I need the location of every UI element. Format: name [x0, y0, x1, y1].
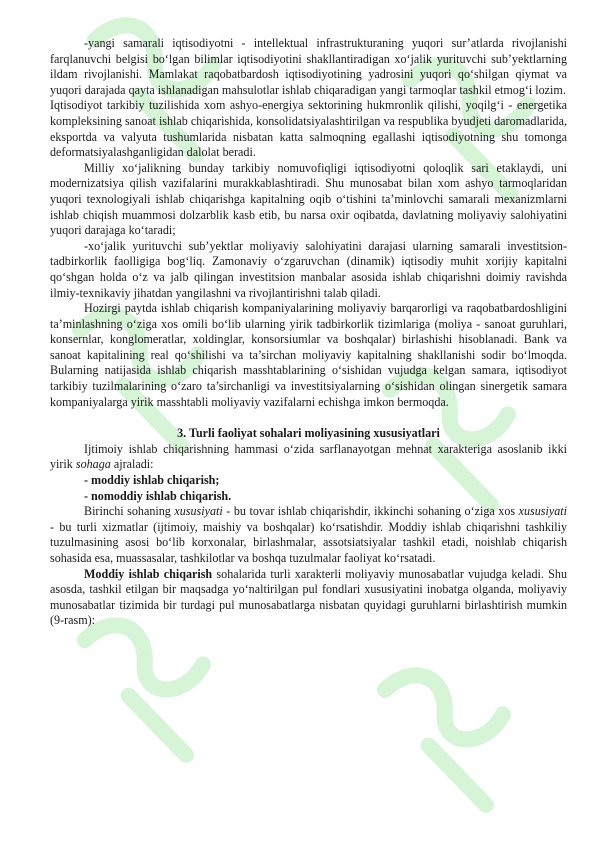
paragraph-text: ajraladi: — [110, 457, 154, 472]
paragraph: Milliy xo‘jalikning bunday tarkibiy nomuvofiqligi iqtisodiyotni qoloqlik sari etaklaydi, uni modernizatsiya qilish vazifalarini murakkablashtiradi. Shu munosabat bilan xom ashyo tarmoqlaridan yuqori texnologiyali ishlab chiqarishga kapitalning oqib o‘tishini ta’minlovchi samarali mexanizmlarni ishlab chiqish muammosi dolzarblik kasb etib, bu narsa oxir oqibatda, davlatning moliyaviy salohiyatini yuqori darajaga ko‘taradi; — [50, 160, 567, 238]
paragraph-text: sohalarida turli xarakterli moliyaviy munosabatlar vujudga keladi. Shu asosda, tashkil etilgan bir maqsadga yo‘naltirilgan pul fondlari xususiyatini inobatga olganda, moliyaviy munosabatlar tizimida bir turdagi pul munosabatlarga nisbatan quyidagi guruhlarni birlashtirish mumkin (9-rasm): — [50, 566, 568, 628]
paragraph-text: Ijtimoiy ishlab chiqarishning hammasi o‘zida sarflanayotgan mehnat xarakteriga asoslanib ikki yirik — [50, 441, 567, 472]
paragraph: -yangi samarali iqtisodiyotni - intellektual infrastrukturaning yuqori sur’atlarda rivojlanishi farqlanuvchi belgisi bo‘lgan bilimlar iqtisodiyotini shakllantiradigan xo‘jalik yurituvchi sub’yektlarning ildam rivojlanishi. Mamlakat raqobatbardosh iqtisodiyotining yadrosini yuqori qo‘shilgan qiymat va yuqori darajada qayta ishlanadigan mahsulotlar ishlab chiqaradigan yangi tarmoqlar tashkil etmog‘i lozim. — [50, 36, 567, 97]
paragraph-text: - bu turli xizmatlar (ijtimoiy, maishiy va boshqalar) ko‘rsatishdir. Moddiy ishlab chiqarishni tashkiliy tuzulmasining asosi bo‘lib korxonalar, birlashmalar, assotsiatsiyalar tashkil etadi, noishlab chiqarish sohasida esa, muassasalar, tashkilotlar va boshqa tuzulmalar faoliyat ko‘rsatadi. — [50, 519, 567, 565]
italic-term: xususiyati — [518, 504, 568, 519]
document-body — [50, 36, 567, 629]
italic-term: xususiyati — [174, 504, 223, 519]
paragraph-text: - bu tovar ishlab chiqarishdir, ikkinchi sohaning o‘ziga xos — [222, 504, 519, 519]
paragraph: -xo‘jalik yurituvchi sub’yektlar moliyaviy salohiyatini darajasi ularning samarali investitsion-tadbirkorlik faolligiga bog‘liq. Zamonaviy o‘zgaruvchan (dinamik) iqtisodiy muhit xorijiy kapitalni qo‘shgan holda o‘z va jalb qilingan investitsion manbalar asosida ishlab chiqarishni doimiy ravishda ilmiy-texnikaviy jihatdan yangilashni va rivojlantirishni talab qiladi. — [50, 238, 567, 300]
bold-term: Moddiy ishlab chiqarish — [84, 566, 213, 581]
paragraph-text: Birinchi sohaning — [84, 504, 175, 519]
section-heading: 3. Turli faoliyat sohalari moliyasining xususiyatlari — [177, 426, 440, 441]
watermark-glyph — [384, 643, 538, 820]
list-item: - moddiy ishlab chiqarish; — [84, 473, 220, 488]
paragraph: Hozirgi paytda ishlab chiqarish kompaniyalarining moliyaviy barqarorligi va raqobatbardoshligini ta’minlashning o‘ziga xos omili bo‘lib ularning yirik tadbirkorlik tizimlariga (moliya - sanoat guruhlari, konsernlar, konglomeratlar, xoldinglar, konsorsiumlar va boshqalar) birlashishi hisoblanadi. Bank va sanoat kapitalining real qo‘shilishi va ta’sirchan moliyaviy kapitalning shakllanishi sodir bo‘lmoqda. Bularning natijasida ishlab chiqarish masshtablarining o‘sishidan vujudga kelgan samara, iqtisodiyot tarkibiy tuzilmalarining o‘zaro ta’sirchanligi va investitsiyalarning o‘sishidan olingan sinergetik samara kompaniyalarga yirik masshtabli moliyaviy vazifalarni echishga imkon bermoqda. — [50, 301, 567, 409]
italic-term: sohaga — [75, 457, 111, 472]
paragraph — [50, 504, 567, 566]
paragraph: Iqtisodiyot tarkibiy tuzilishida xom ashyo-energiya sektorining hukmronlik qilishi, yoqilg‘i - energetika kompleksining sanoat ishlab chiqarishida, konsolidatsiyalashtirilgan va respublika byudjeti daromadlarida, eksportda va valyuta tushumlarida nisbatan katta salmoqning egallashi iqtisodiyotning shu tomonga deformatsiyalashganligidan dalolat beradi. — [50, 98, 567, 160]
paragraph — [50, 567, 567, 629]
paragraph — [50, 442, 567, 473]
list-item: - nomoddiy ishlab chiqarish. — [84, 488, 232, 503]
